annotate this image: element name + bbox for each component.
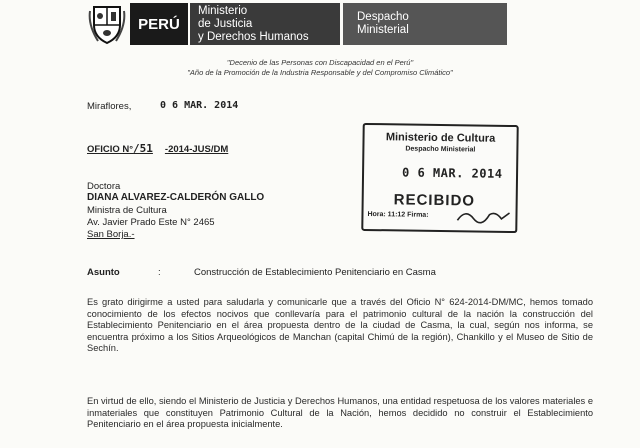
office-line-2: Ministerial — [357, 24, 409, 36]
subject-text: Construcción de Establecimiento Penitenciario en Casma — [194, 267, 436, 278]
office-line-1: Despacho — [357, 11, 409, 23]
ministry-line-1: Ministerio — [198, 4, 248, 17]
oficio-suffix: -2014-JUS/DM — [164, 144, 229, 155]
received-stamp — [361, 123, 518, 233]
body-paragraph-1: Es grato dirigirme a usted para saludarla y comunicarle que a través del Oficio N° 624-2014-DM/MC, hemos tomado conocimiento de los efectos nocivos que conllevaría para el patrimonio cultural de la nación la construcción del Establecimiento Penitenciario en el área propuesta dentro de la ciudad de Casma, la cual, según nos informa, se encuentra próximo a los Sitios Arqueológicos de Manchan (capital Chimú de la región), Chankillo y el Museo de Sitio de Sechín. — [87, 297, 593, 354]
oficio-prefix: OFICIO N° — [87, 144, 134, 155]
body-paragraph-2: En virtud de ello, siendo el Ministerio de Justicia y Derechos Humanos, una entidad respetuosa de los valores materiales e inmateriales que constituyen Patrimonio Cultural de la Nación, hemos decidido no construir el Establecimiento Penitenciario en el área propuesta inicialmente. — [87, 396, 593, 430]
ministry-name — [190, 3, 340, 45]
recipient-address: Av. Javier Prado Este N° 2465 — [87, 217, 215, 228]
salutation: Doctora — [87, 181, 121, 192]
signature-icon — [455, 206, 511, 225]
oficio-number: /51 — [133, 142, 153, 155]
office-name — [343, 3, 507, 45]
recipient-name: DIANA ALVAREZ-CALDERÓN GALLO — [87, 192, 265, 203]
recipient-role: Ministra de Cultura — [87, 205, 167, 216]
recipient-district: San Borja.- — [87, 229, 135, 240]
motto-2: "Año de la Promoción de la Industria Responsable y del Compromiso Climático" — [187, 68, 453, 77]
stamp-footer: Hora: 11:12 Firma: — [367, 210, 429, 219]
subject-separator: : — [158, 267, 161, 278]
date: 0 6 MAR. 2014 — [160, 100, 239, 111]
ministry-line-3: y Derechos Humanos — [198, 30, 309, 43]
place: Miraflores, — [87, 101, 132, 112]
coat-of-arms-icon — [88, 3, 126, 45]
oficio-reference — [87, 142, 228, 155]
stamp-status: RECIBIDO — [393, 191, 476, 210]
country-label: PERÚ — [130, 3, 188, 45]
ministry-line-2: de Justicia — [198, 17, 253, 30]
subject-label: Asunto — [87, 267, 120, 278]
stamp-office: Despacho Ministerial — [405, 145, 476, 154]
letterhead — [88, 3, 507, 47]
stamp-entity: Ministerio de Cultura — [385, 131, 496, 145]
motto-1: "Decenio de las Personas con Discapacidad en el Perú" — [226, 58, 414, 67]
stamp-date: 0 6 MAR. 2014 — [401, 165, 503, 181]
